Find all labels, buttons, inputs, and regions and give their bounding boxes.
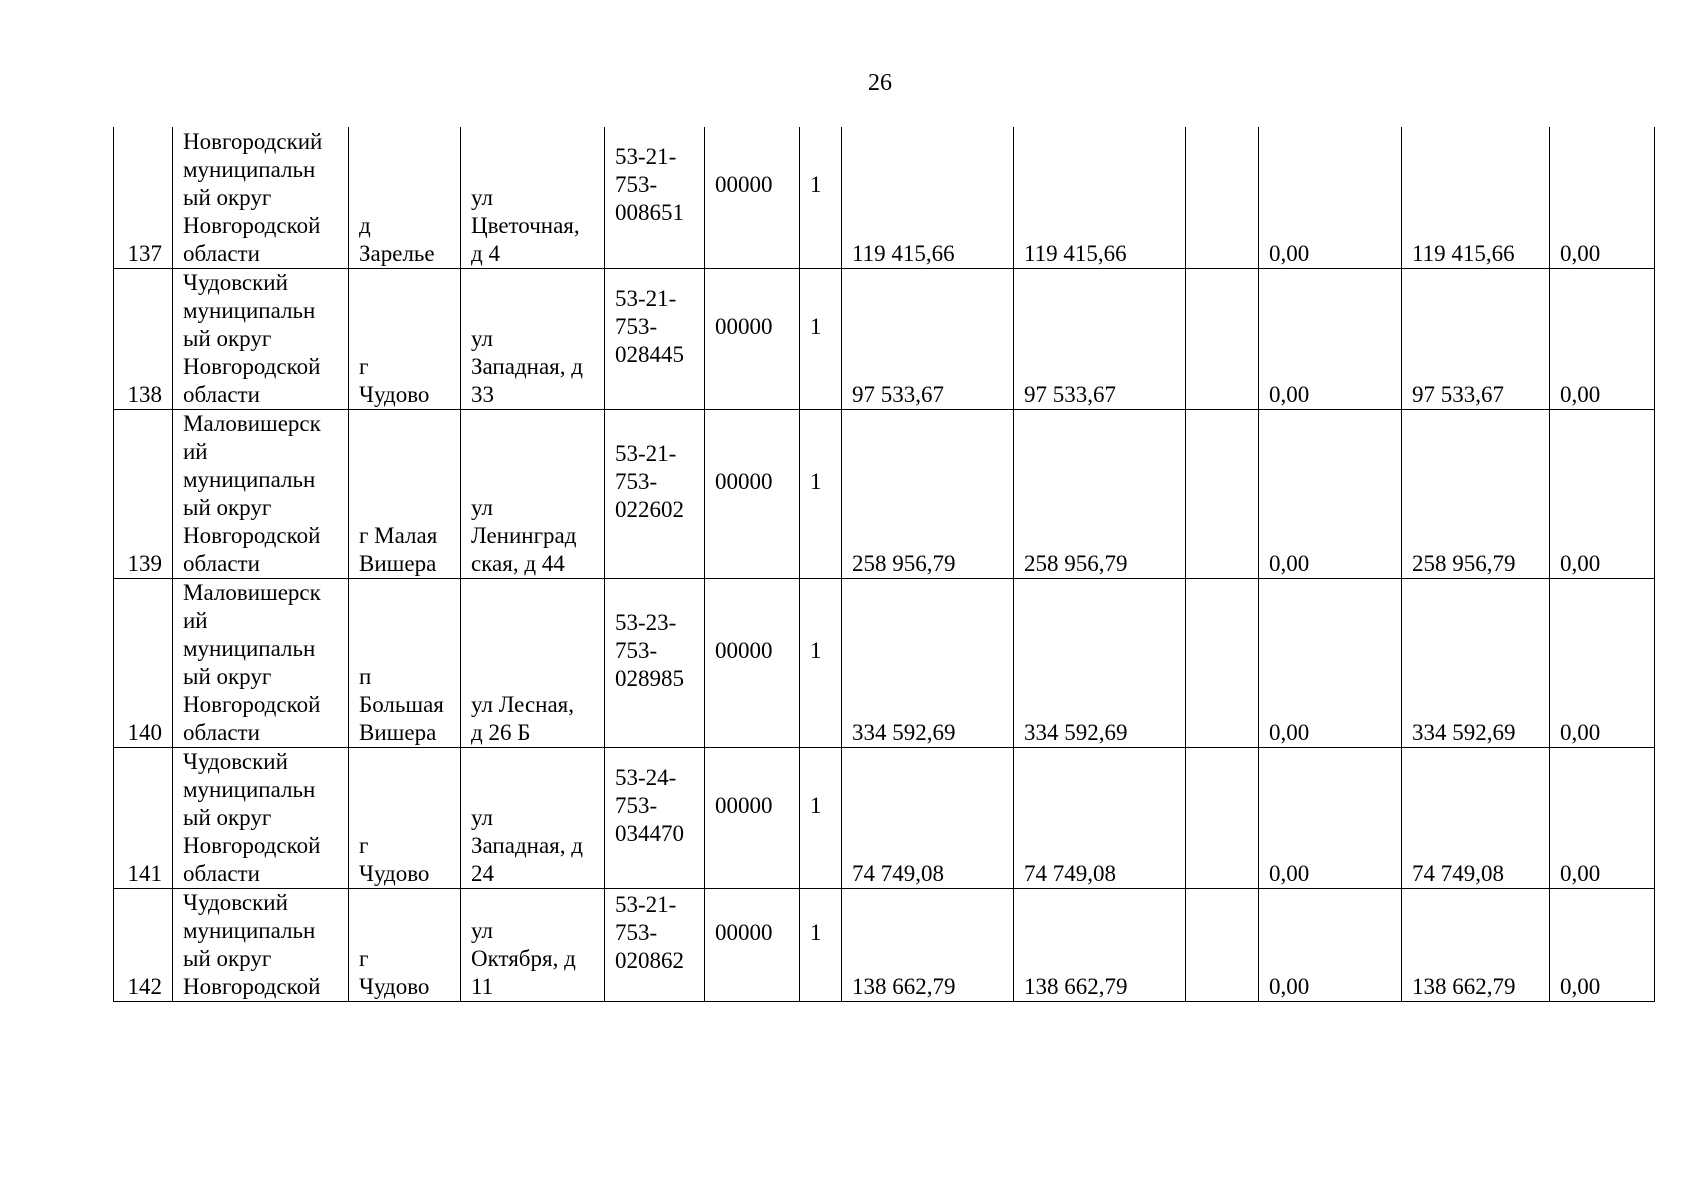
row-number: 138 — [114, 268, 173, 409]
amount-cell: 97 533,67 — [842, 268, 1014, 409]
code-suffix-cell: 00000 — [705, 268, 800, 409]
amount-cell — [1186, 578, 1259, 747]
street-cell: ул Цветочная, д 4 — [461, 127, 605, 268]
count-cell: 1 — [800, 409, 842, 578]
amount-cell: 258 956,79 — [842, 409, 1014, 578]
municipality-cell: Чудовский муниципальн ый округ Новгородской области — [173, 268, 349, 409]
amount-cell: 0,00 — [1550, 747, 1655, 888]
table-row — [114, 268, 1655, 409]
registry-table — [113, 127, 1655, 1002]
code-suffix-cell: 00000 — [705, 127, 800, 268]
amount-cell: 0,00 — [1259, 127, 1402, 268]
amount-cell: 74 749,08 — [842, 747, 1014, 888]
settlement-cell: г Малая Вишера — [349, 409, 461, 578]
table-row — [114, 578, 1655, 747]
municipality-cell: Новгородский муниципальн ый округ Новгородской области — [173, 127, 349, 268]
row-number: 140 — [114, 578, 173, 747]
count-cell: 1 — [800, 888, 842, 1001]
amount-cell: 119 415,66 — [1402, 127, 1550, 268]
amount-cell — [1186, 409, 1259, 578]
street-cell: ул Ленинград ская, д 44 — [461, 409, 605, 578]
row-number: 141 — [114, 747, 173, 888]
count-cell: 1 — [800, 127, 842, 268]
count-cell: 1 — [800, 578, 842, 747]
amount-cell: 119 415,66 — [842, 127, 1014, 268]
amount-cell: 0,00 — [1550, 127, 1655, 268]
street-cell: ул Западная, д 24 — [461, 747, 605, 888]
code-cell: 53-23- 753- 028985 — [605, 578, 705, 747]
table-row — [114, 409, 1655, 578]
count-cell: 1 — [800, 747, 842, 888]
amount-cell: 258 956,79 — [1014, 409, 1186, 578]
amount-cell: 74 749,08 — [1014, 747, 1186, 888]
row-number: 139 — [114, 409, 173, 578]
amount-cell — [1186, 127, 1259, 268]
street-cell: ул Лесная, д 26 Б — [461, 578, 605, 747]
amount-cell: 0,00 — [1550, 268, 1655, 409]
code-cell: 53-21- 753- 028445 — [605, 268, 705, 409]
row-number: 142 — [114, 888, 173, 1001]
amount-cell: 0,00 — [1550, 888, 1655, 1001]
municipality-cell: Чудовский муниципальн ый округ Новгородской области — [173, 747, 349, 888]
settlement-cell: г Чудово — [349, 268, 461, 409]
amount-cell: 0,00 — [1259, 578, 1402, 747]
amount-cell — [1186, 888, 1259, 1001]
municipality-cell: Маловишерск ий муниципальн ый округ Новгородской области — [173, 409, 349, 578]
count-cell: 1 — [800, 268, 842, 409]
amount-cell: 138 662,79 — [1014, 888, 1186, 1001]
amount-cell: 334 592,69 — [842, 578, 1014, 747]
code-suffix-cell: 00000 — [705, 747, 800, 888]
page-number: 26 — [868, 70, 892, 96]
amount-cell: 97 533,67 — [1014, 268, 1186, 409]
amount-cell: 119 415,66 — [1014, 127, 1186, 268]
amount-cell: 97 533,67 — [1402, 268, 1550, 409]
amount-cell — [1186, 268, 1259, 409]
municipality-cell: Чудовский муниципальн ый округ Новгородской — [173, 888, 349, 1001]
street-cell: ул Западная, д 33 — [461, 268, 605, 409]
table-row — [114, 747, 1655, 888]
settlement-cell: п Большая Вишера — [349, 578, 461, 747]
amount-cell: 0,00 — [1550, 409, 1655, 578]
amount-cell: 0,00 — [1259, 268, 1402, 409]
municipality-cell: Маловишерск ий муниципальн ый округ Новгородской области — [173, 578, 349, 747]
street-cell: ул Октября, д 11 — [461, 888, 605, 1001]
amount-cell: 138 662,79 — [842, 888, 1014, 1001]
settlement-cell: г Чудово — [349, 747, 461, 888]
amount-cell: 0,00 — [1259, 409, 1402, 578]
settlement-cell: г Чудово — [349, 888, 461, 1001]
amount-cell: 258 956,79 — [1402, 409, 1550, 578]
code-suffix-cell: 00000 — [705, 578, 800, 747]
amount-cell: 0,00 — [1259, 888, 1402, 1001]
amount-cell: 334 592,69 — [1014, 578, 1186, 747]
code-cell: 53-21- 753- 022602 — [605, 409, 705, 578]
amount-cell: 74 749,08 — [1402, 747, 1550, 888]
code-cell: 53-21- 753- 008651 — [605, 127, 705, 268]
amount-cell: 334 592,69 — [1402, 578, 1550, 747]
code-cell: 53-21- 753- 020862 — [605, 888, 705, 1001]
code-cell: 53-24- 753- 034470 — [605, 747, 705, 888]
amount-cell: 0,00 — [1550, 578, 1655, 747]
code-suffix-cell: 00000 — [705, 888, 800, 1001]
settlement-cell: д Зарелье — [349, 127, 461, 268]
table-row — [114, 127, 1655, 268]
amount-cell — [1186, 747, 1259, 888]
amount-cell: 0,00 — [1259, 747, 1402, 888]
code-suffix-cell: 00000 — [705, 409, 800, 578]
table-row — [114, 888, 1655, 1001]
row-number: 137 — [114, 127, 173, 268]
amount-cell: 138 662,79 — [1402, 888, 1550, 1001]
